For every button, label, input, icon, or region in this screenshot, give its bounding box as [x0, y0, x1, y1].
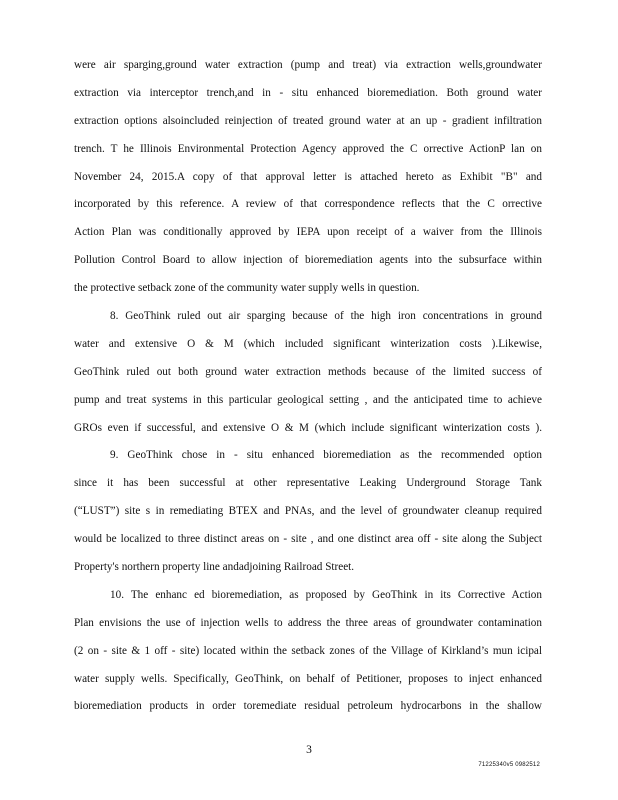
text-line: Plan envisions the use of injection wells to address the three areas of groundwater contamination	[74, 616, 542, 629]
page-number: 3	[306, 744, 312, 756]
text-line: extraction via interceptor trench,and in - situ enhanced bioremediation. Both ground water	[74, 86, 542, 99]
text-line: the protective setback zone of the community water supply wells in question.	[74, 282, 420, 295]
document-id: 71225340v5 0982512	[478, 762, 540, 768]
text-line: incorporated by this reference. A review of that correspondence reflects that the C orrective	[74, 198, 542, 211]
text-line: 8. GeoThink ruled out air sparging because of the high iron concentrations in ground	[110, 310, 542, 323]
text-line: 9. GeoThink chose in - situ enhanced bioremediation as the recommended option	[110, 449, 542, 462]
text-line: Action Plan was conditionally approved by IEPA upon receipt of a waiver from the Illinois	[74, 226, 542, 239]
text-line: trench. T he Illinois Environmental Protection Agency approved the C orrective ActionP lan on	[74, 142, 542, 155]
text-line: GROs even if successful, and extensive O & M (which include significant winterization costs ).	[74, 421, 542, 434]
text-line: GeoThink ruled out both ground water extraction methods because of the limited success of	[74, 365, 542, 378]
text-line: were air sparging,ground water extraction (pump and treat) via extraction wells,groundwater	[74, 59, 542, 71]
text-line: water supply wells. Specifically, GeoThink, on behalf of Petitioner, proposes to inject enhanced	[74, 672, 542, 685]
text-line: bioremediation products in order toremediate residual petroleum hydrocarbons in the shallow	[74, 700, 542, 713]
text-line: Pollution Control Board to allow injection of bioremediation agents into the subsurface within	[74, 254, 542, 267]
text-line: extraction options alsoincluded reinjection of treated ground water at an up - gradient infiltration	[74, 114, 542, 127]
text-line: water and extensive O & M (which included significant winterization costs ).Likewise,	[74, 337, 542, 350]
text-line: pump and treat systems in this particular geological setting , and the anticipated time to achieve	[74, 393, 542, 406]
body-text	[74, 52, 542, 721]
text-line: since it has been successful at other representative Leaking Underground Storage Tank	[74, 477, 542, 490]
text-line: Property's northern property line andadjoining Railroad Street.	[74, 561, 355, 574]
text-line: would be localized to three distinct areas on - site , and one distinct area off - site along the Subject	[74, 533, 542, 546]
text-line: November 24, 2015.A copy of that approval letter is attached hereto as Exhibit "B" and	[74, 170, 542, 183]
text-line: (“LUST”) site s in remediating BTEX and PNAs, and the level of groundwater cleanup required	[74, 505, 542, 518]
text-line: 10. The enhanc ed bioremediation, as proposed by GeoThink in its Corrective Action	[110, 588, 542, 601]
text-line: (2 on - site & 1 off - site) located within the setback zones of the Village of Kirkland’s mun icipal	[74, 644, 542, 657]
